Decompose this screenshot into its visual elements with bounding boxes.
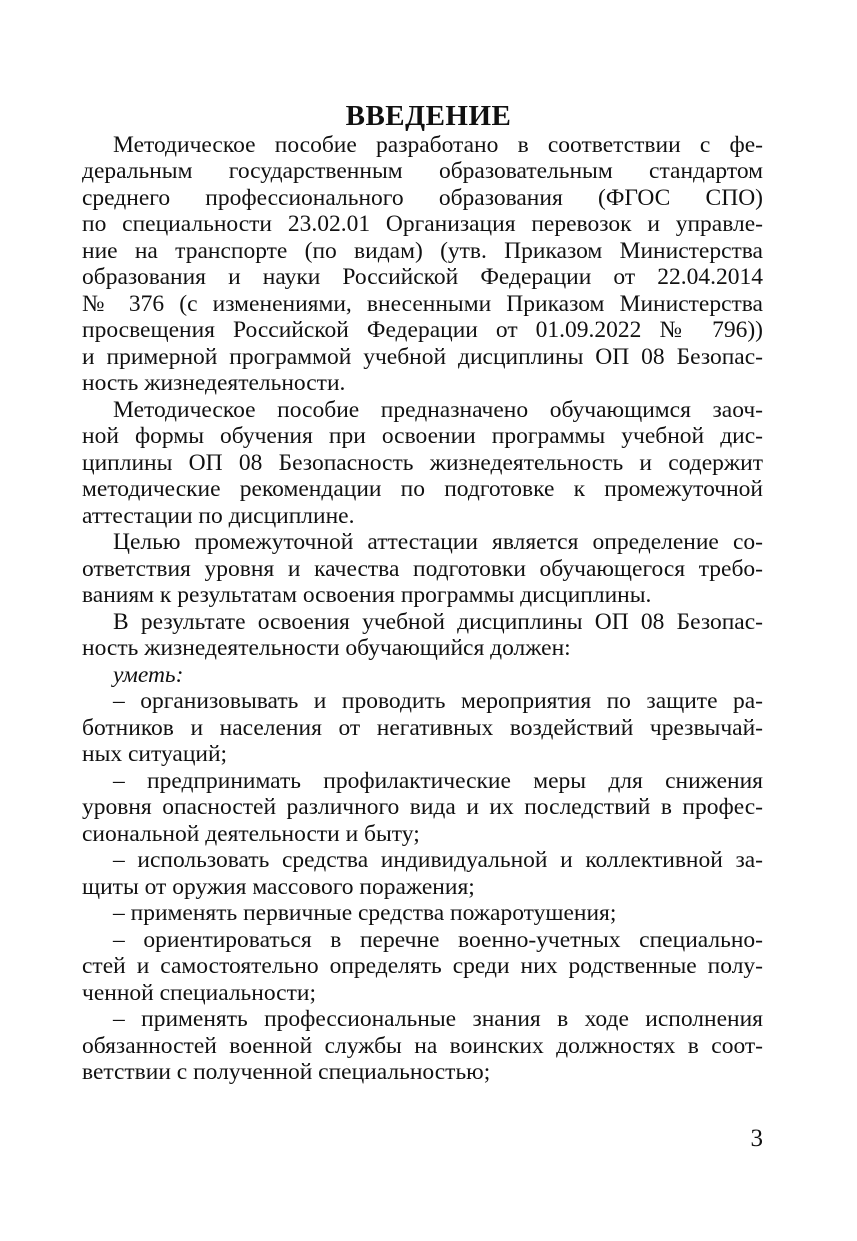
list-item-line: – предпринимать профилактические меры для снижения: [113, 768, 763, 794]
text-line: Методическое пособие разработано в соответствии с фе-: [113, 132, 763, 158]
list-item-line: стей и самостоятельно определять среди них родственные полу-: [82, 953, 763, 979]
text-line: аттестации по дисциплине.: [82, 503, 355, 529]
text-line: методические рекомендации по подготовке к промежуточной: [82, 476, 763, 502]
list-item-line: ботников и населения от негативных воздействий чрезвычай-: [82, 715, 763, 741]
section-label: уметь:: [113, 662, 184, 688]
text-line: Целью промежуточной аттестации является определение со-: [113, 529, 763, 555]
list-item-line: – организовывать и проводить мероприятия по защите ра-: [113, 688, 763, 714]
text-line: ность жизнедеятельности.: [82, 370, 346, 396]
text-line: ответствия уровня и качества подготовки обучающегося требо-: [82, 556, 763, 582]
text-line: образования и науки Российской Федерации от 22.04.2014: [82, 264, 763, 290]
list-item-line: уровня опасностей различного вида и их последствий в профес-: [82, 794, 763, 820]
text-line: среднего профессионального образования (ФГОС СПО): [82, 185, 763, 211]
text-line: ние на транспорте (по видам) (утв. Приказом Министерства: [82, 238, 763, 264]
text-line: № 376 (с изменениями, внесенными Приказом Министерства: [82, 291, 763, 317]
text-line: по специальности 23.02.01 Организация перевозок и управле-: [82, 211, 763, 237]
text-line: просвещения Российской Федерации от 01.09.2022 № 796)): [82, 317, 763, 343]
list-item-line: щиты от оружия массового поражения;: [82, 874, 475, 900]
text-line: ной формы обучения при освоении программы учебной дис-: [82, 423, 763, 449]
page-title: ВВЕДЕНИЕ: [345, 100, 512, 132]
text-line: Методическое пособие предназначено обучающимся заоч-: [113, 397, 763, 423]
list-item-line: – ориентироваться в перечне военно-учетных специально-: [113, 927, 763, 953]
list-item-line: ветствии с полученной специальностью;: [82, 1059, 491, 1085]
list-item-line: сиональной деятельности и быту;: [82, 821, 420, 847]
text-line: ность жизнедеятельности обучающийся должен:: [82, 635, 571, 661]
list-item-line: – применять первичные средства пожаротушения;: [113, 900, 617, 926]
list-item-line: ченной специальности;: [82, 980, 316, 1006]
text-line: В результате освоения учебной дисциплины ОП 08 Безопас-: [113, 609, 763, 635]
text-line: деральным государственным образовательным стандартом: [82, 158, 763, 184]
text-line: и примерной программой учебной дисциплины ОП 08 Безопас-: [82, 344, 763, 370]
list-item-line: ных ситуаций;: [82, 741, 228, 767]
list-item-line: – использовать средства индивидуальной и коллективной за-: [113, 847, 763, 873]
text-line: циплины ОП 08 Безопасность жизнедеятельность и содержит: [82, 450, 763, 476]
list-item-line: обязанностей военной службы на воинских должностях в соот-: [82, 1033, 763, 1059]
list-item-line: – применять профессиональные знания в ходе исполнения: [113, 1006, 763, 1032]
page-number: 3: [750, 1125, 763, 1152]
text-line: ваниям к результатам освоения программы дисциплины.: [82, 582, 652, 608]
